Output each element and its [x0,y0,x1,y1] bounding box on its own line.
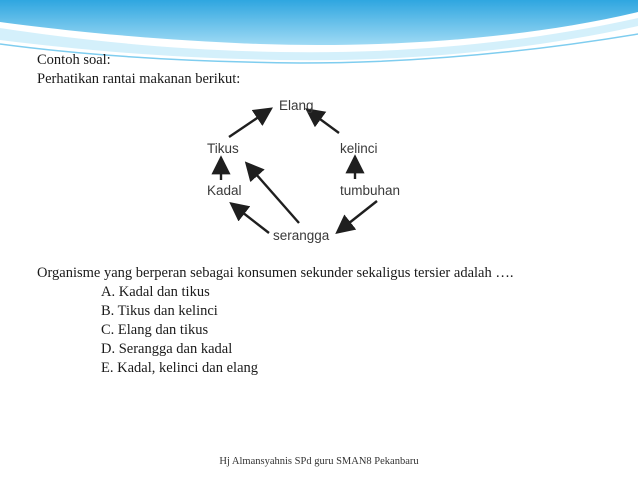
question-text: Organisme yang berperan sebagai konsumen sekunder sekaligus tersier adalah …. [37,265,514,281]
arrow-kelinci-to-elang [309,111,339,133]
intro-label: Contoh soal: [37,52,111,68]
option-b: B. Tikus dan kelinci [101,303,218,319]
node-tikus: Tikus [207,141,239,156]
node-serangga: serangga [273,228,330,243]
instruction-text: Perhatikan rantai makanan berikut: [37,71,241,87]
option-d: D. Serangga dan kadal [101,341,233,357]
node-tumbuhan: tumbuhan [340,183,401,198]
option-e: E. Kadal, kelinci dan elang [101,360,259,376]
option-a: A. Kadal dan tikus [101,284,210,300]
node-kadal: Kadal [207,183,242,198]
arrow-serangga-to-tikus [248,165,299,223]
arrow-tumbuhan-to-serangga [339,201,377,231]
arrow-tikus-to-elang [229,110,269,137]
food-chain-diagram [191,95,420,247]
option-c: C. Elang dan tikus [101,322,209,338]
node-elang: Elang [279,98,314,113]
node-kelinci: kelinci [340,141,378,156]
slide-footer: Hj Almansyahnis SPd guru SMAN8 Pekanbaru [219,456,419,467]
food-chain-arrows [191,95,420,247]
arrow-serangga-to-kadal [233,205,269,233]
